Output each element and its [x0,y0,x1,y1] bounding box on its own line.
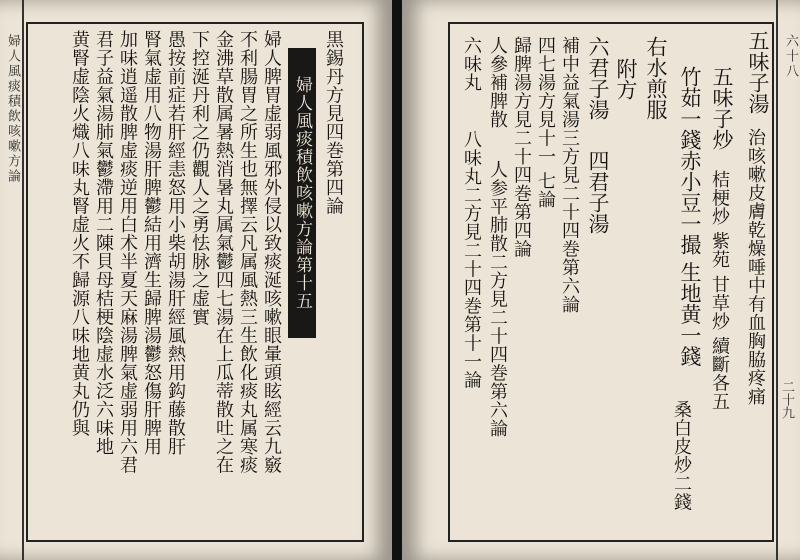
right-margin [776,0,800,560]
appendix-formula: 六味丸 [461,36,482,92]
ingredient-column: 桑白皮炒二錢 [671,400,692,511]
text-column: 下控涎丹利之仍觀人之勇怯脉之虚實 [189,30,210,326]
text-column: 金沸草散属暑熱消暑丸属氣鬱四七湯在上瓜蒂散吐之在 [213,30,234,474]
left-margin [0,0,24,560]
instruction-column: 右水煎服 [644,36,668,120]
ingredient-column: 赤小豆一撮 生地黄一錢 [678,150,702,367]
appendix-formula: 四君子湯 [586,150,610,234]
text-column: 婦人脾胃虚弱風邪外侵以致痰涎咳嗽眼暈頭眩經云九竅 [261,30,282,474]
text-column: 君子益氣湯肺氣鬱滯用二陳貝母桔梗陰虚水泛六味地 [93,30,114,456]
right-margin-label: 六十八 [783,34,798,79]
text-column: 不利腸胃之所生也無擇云凡属風熱三生飲化痰丸属寒痰 [237,30,258,474]
left-header: 黒錫丹方見四巻第四論 [323,30,344,215]
section-title: 婦人風痰積飲咳嗽方論第十五 [288,48,316,338]
ingredient-column: 桔梗炒 紫苑 甘草炒 續斷各五 [709,170,730,411]
book-gutter [392,0,402,560]
formula-description: 治咳嗽皮膚乾燥唾中有血胸脇疼痛 [745,128,766,406]
appendix-formula: 補中益氣湯三方見二十四巻第六論 [559,36,580,314]
ingredient-column: 五味子炒 [710,66,734,150]
page-number: 二十九 [779,380,794,419]
text-column: 加味逍遥散脾虚痰逆用白术半夏天麻湯脾氣虚弱用六君 [117,30,138,474]
right-page [402,0,800,560]
left-margin-label: 婦人風痰積飲咳嗽方論 [5,34,20,184]
text-column: 愚按前症若肝經恚怒用小柴胡湯肝經風熱用鈎藤散肝 [165,30,186,456]
appendix-formula: 人参平肺散二方見二十四巻第六論 [487,160,508,438]
appendix-formula: 八味丸二方見二十四巻第十一論 [461,130,482,389]
formula-title: 五味子湯 [746,30,770,114]
appendix-formula: 四七湯方見十一 七論 [535,36,556,209]
appendix-formula: 人參補脾散 [487,36,508,129]
appendix-formula: 歸脾湯方見二十四巻第四論 [511,36,532,258]
ingredient-column: 竹茹一錢 [678,66,702,150]
text-column: 黄腎虚陰火熾八味丸腎虚火不歸源八味地黄丸仍與 [69,30,90,437]
appendix-heading: 附方 [614,58,638,100]
appendix-formula: 六君子湯 [586,36,610,120]
left-page [0,0,392,560]
text-column: 腎氣虚用八物湯肝脾鬱結用濟生歸脾湯鬱怒傷肝脾用 [141,30,162,456]
